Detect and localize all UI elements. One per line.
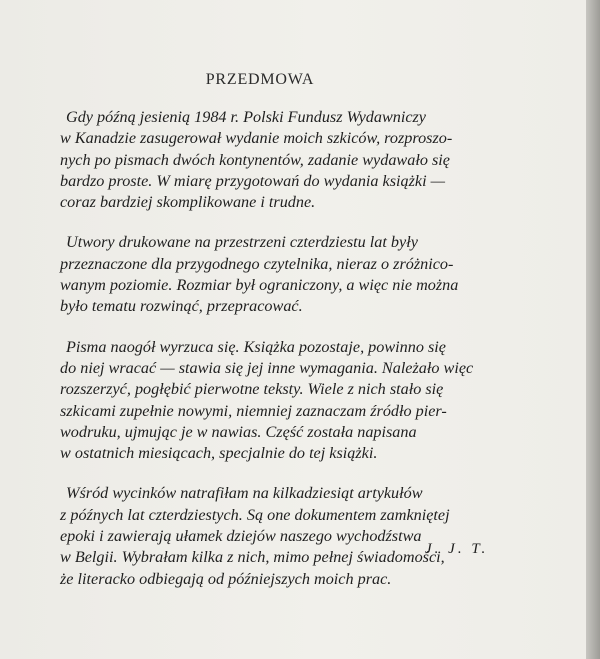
text-line: Pisma naogół wyrzuca się. Książka pozostaje, powinno się bbox=[66, 337, 446, 356]
text-line: w Kanadzie zasugerował wydanie moich szkiców, rozproszo- bbox=[60, 129, 453, 148]
paragraph-1 bbox=[60, 107, 540, 213]
text-line: coraz bardziej skomplikowane i trudne. bbox=[60, 193, 316, 212]
paragraph-4 bbox=[60, 483, 540, 589]
text-line: wodruku, ujmując je w nawias. Część została napisana bbox=[60, 422, 417, 441]
text-line: do niej wracać — stawia się jej inne wymagania. Należało więc bbox=[60, 358, 474, 377]
text-line: Utwory drukowane na przestrzeni czterdziestu lat były bbox=[66, 233, 418, 252]
text-line: szkicami zupełnie nowymi, niemniej zaznaczam źródło pier- bbox=[60, 401, 447, 420]
text-line: Wśród wycinków natrafiłam na kilkadziesiąt artykułów bbox=[66, 484, 423, 503]
text-line: wanym poziomie. Rozmiar był ograniczony, a więc nie można bbox=[60, 276, 459, 295]
text-line: Gdy późną jesienią 1984 r. Polski Fundusz Wydawniczy bbox=[66, 108, 426, 126]
text-line: w ostatnich miesiącach, specjalnie do tej książki. bbox=[60, 444, 378, 463]
text-line: bardzo proste. W miarę przygotowań do wydania książki — bbox=[60, 171, 446, 190]
text-line: było tematu rozwinąć, przepracować. bbox=[60, 297, 303, 316]
page-edge bbox=[586, 0, 600, 659]
text-line: w Belgii. Wybrałam kilka z nich, mimo pełnej świadomości, bbox=[60, 548, 445, 567]
text-line: nych po pismach dwóch kontynentów, zadanie wydawało się bbox=[60, 150, 450, 169]
paragraph-2 bbox=[60, 232, 540, 317]
author-signature: J. J. T. bbox=[425, 541, 489, 557]
text-line: rozszerzyć, pogłębić pierwotne teksty. Wiele z nich stało się bbox=[60, 380, 444, 399]
page-title: PRZEDMOWA bbox=[205, 71, 315, 88]
text-line: przeznaczone dla przygodnego czytelnika, nieraz o zróżnico- bbox=[60, 254, 454, 273]
text-line: że literacko odbiegają od późniejszych moich prac. bbox=[60, 569, 392, 588]
text-line: z późnych lat czterdziestych. Są one dokumentem zamkniętej bbox=[60, 505, 450, 524]
preface-body bbox=[60, 107, 540, 609]
paragraph-3 bbox=[60, 337, 540, 465]
text-line: epoki i zawierają ułamek dziejów naszego wychodźstwa bbox=[60, 527, 422, 546]
